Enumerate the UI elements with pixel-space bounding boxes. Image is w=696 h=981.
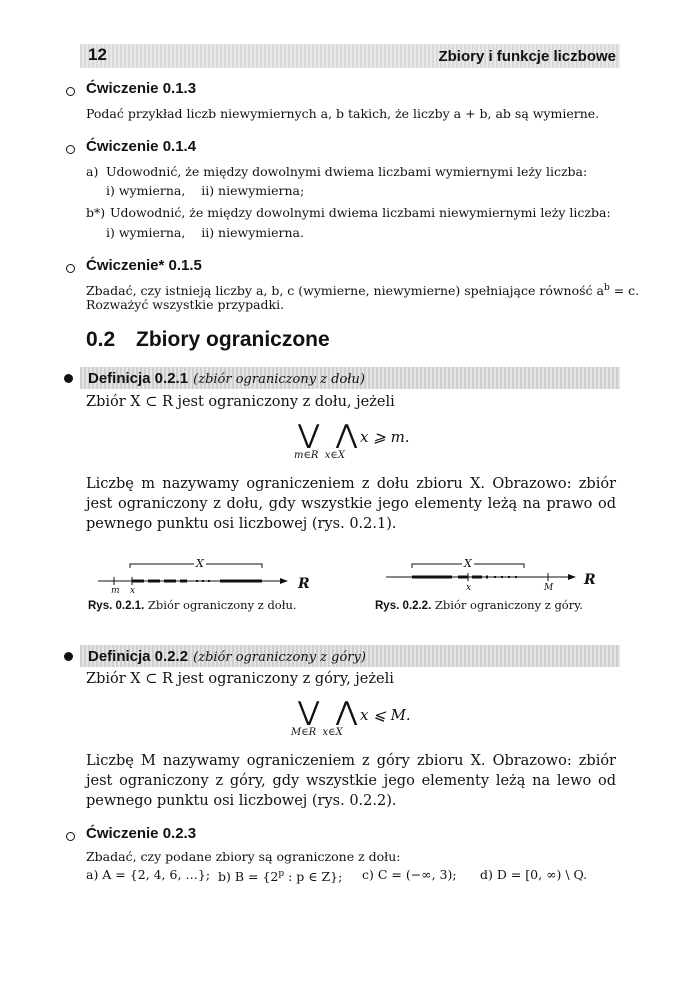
exercise-item-options: i) wymierna, ii) niewymierna. [106, 225, 304, 240]
definition-intro: Zbiór X ⊂ R jest ograniczony z dołu, jeżeli [86, 394, 395, 410]
exercise-item-label: a) [86, 164, 99, 179]
point-label-m: m [111, 586, 120, 596]
definition-subtitle: (zbiór ograniczony z dołu) [193, 372, 365, 387]
set-label: X [464, 557, 472, 570]
running-title: Zbiory i funkcje liczbowe [438, 48, 616, 65]
axis-arrow-icon [568, 574, 576, 580]
exercise-text: Rozważyć wszystkie przypadki. [86, 297, 285, 312]
figure-caption: Rys. 0.2.1. Zbiór ograniczony z dołu. [88, 598, 297, 612]
axis-label: R [298, 576, 310, 592]
definition-explanation: Liczbę M nazywamy ograniczeniem z góry zbioru X. Obrazowo: zbiór jest ograniczony z góry, gdy wszystkie jego elementy leżą na lewo od pewnego punktu osi liczbowej (rys. 0.2.2). [86, 753, 616, 809]
exercise-item-label: b*) [86, 205, 106, 220]
definition-title: Definicja 0.2.2 [88, 648, 189, 665]
formula-relation: x ⩾ m. [360, 428, 410, 446]
exercise-text: Zbadać, czy podane zbiory są ograniczone z dołu: [86, 849, 401, 864]
exercise-bullet-icon [66, 264, 75, 273]
exercise-title: Ćwiczenie* 0.1.5 [86, 257, 202, 274]
exercise-title: Ćwiczenie 0.1.4 [86, 138, 197, 155]
axis-arrow-icon [280, 578, 288, 584]
definition-heading [88, 368, 365, 387]
page-number: 12 [88, 45, 107, 64]
axis-label: R [584, 572, 596, 588]
definition-explanation: Liczbę m nazywamy ograniczeniem z dołu zbioru X. Obrazowo: zbiór jest ograniczony z dołu, gdy wszystkie jego elementy leżą na prawo od pewnego punktu osi liczbowej (rys. 0.2.1). [86, 476, 616, 532]
definition-bullet-icon [64, 652, 73, 661]
exercise-item: b) $B = \{2^p$ : p ∈ Z}; [218, 869, 343, 885]
exercise-title: Ćwiczenie 0.1.3 [86, 80, 197, 97]
exercise-text: Zbadać, czy istnieją liczby a, b, c (wymierne, niewymierne) spełniające równość $a^b = c$. [86, 283, 640, 299]
exercise-bullet-icon [66, 87, 75, 96]
set-label: X [196, 557, 204, 570]
definition-bullet-icon [64, 374, 73, 383]
exercise-title: Ćwiczenie 0.2.3 [86, 825, 197, 842]
definition-title: Definicja 0.2.1 [88, 370, 189, 387]
exercise-bullet-icon [66, 145, 75, 154]
exercise-item-text: Udowodnić, że między dowolnymi dwiema liczbami niewymiernymi leży liczba: [110, 205, 611, 220]
point-label-x: x [130, 586, 136, 596]
definition-heading [88, 646, 366, 665]
exercise-item-text: Udowodnić, że między dowolnymi dwiema liczbami wymiernymi leży liczba: [106, 164, 588, 179]
figure-lower-bound [92, 556, 332, 596]
formula-quantifiers: ⋁ ⋀ [298, 697, 358, 727]
formula-index: M∈R x∈X [291, 727, 343, 738]
figure-caption: Rys. 0.2.2. Zbiór ograniczony z góry. [375, 598, 583, 612]
definition-intro: Zbiór X ⊂ R jest ograniczony z góry, jeżeli [86, 671, 394, 687]
point-label-x: x [466, 583, 472, 593]
exercise-item-options: i) wymierna, ii) niewymierna; [106, 183, 305, 198]
formula-quantifiers: ⋁ ⋀ [298, 420, 358, 450]
formula-index: m∈R x∈X [294, 450, 345, 461]
formula-relation: x ⩽ M. [360, 706, 411, 724]
exercise-item: d) D = [0, ∞) \ Q. [480, 867, 588, 882]
exercise-text: Podać przykład liczb niewymiernych a, b takich, że liczby a + b, ab są wymierne. [86, 106, 600, 121]
exercise-item: c) C = (−∞, 3); [362, 867, 457, 882]
figure-upper-bound [382, 556, 602, 596]
exercise-bullet-icon [66, 832, 75, 841]
point-label-M: M [544, 583, 554, 593]
section-number: 0.2 [86, 328, 116, 351]
exercise-item: a) A = {2, 4, 6, …}; [86, 867, 211, 882]
definition-subtitle: (zbiór ograniczony z góry) [193, 650, 366, 665]
section-title: Zbiory ograniczone [136, 328, 330, 351]
